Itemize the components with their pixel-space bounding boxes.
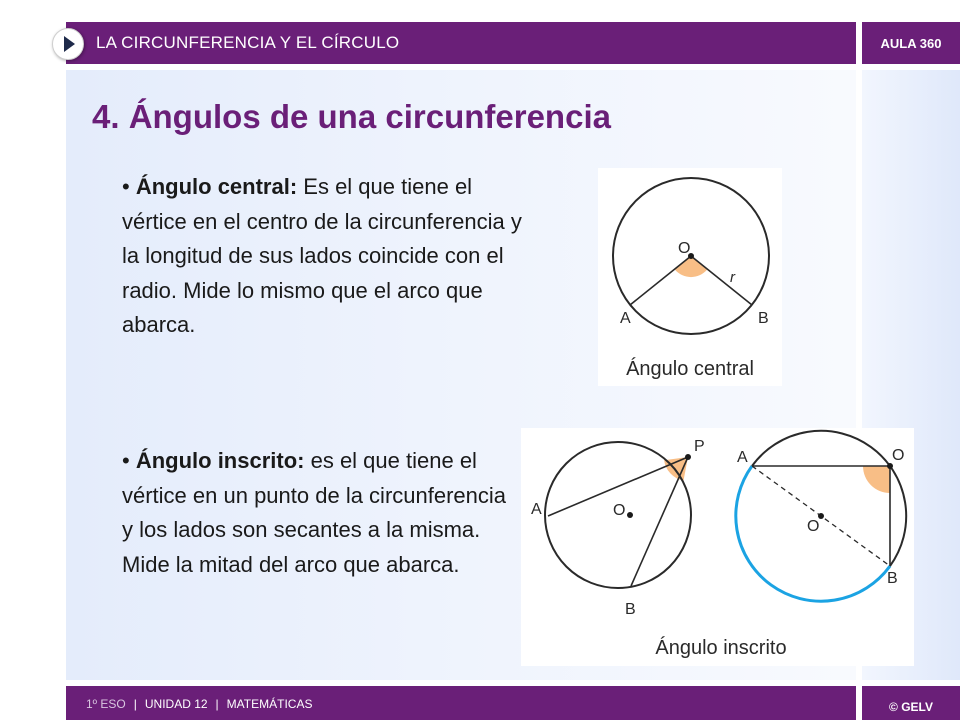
label-b: B: [758, 310, 769, 327]
label-o-left: O: [613, 502, 626, 519]
brand-label: AULA 360: [880, 36, 942, 51]
radius-ob: [691, 256, 752, 305]
inscribed-angle-paragraph: • Ángulo inscrito: es el que tiene el vértice en un punto de la circunferencia y los lados son secantes a la misma. Mide la mitad del arco que abarca.: [122, 448, 507, 577]
inscribed-angle-text: es el que tiene el vértice en un punto de la circunferencia y los lados son secantes a la misma. Mide la mitad del arco que abarca.: [122, 448, 507, 577]
inscribed-angle-figure: [521, 428, 914, 666]
footer-subject: MATEMÁTICAS: [226, 697, 313, 711]
footer-breadcrumb: [86, 697, 312, 711]
inscribed-angle-diagram: [521, 428, 914, 666]
header-title: LA CIRCUNFERENCIA Y EL CÍRCULO: [96, 33, 400, 52]
chord-pb: [631, 457, 688, 586]
footer-separator: |: [133, 697, 137, 711]
label-p: P: [694, 438, 705, 455]
central-angle-term: Ángulo central:: [135, 174, 298, 199]
inscribed-angle-term: Ángulo inscrito:: [135, 448, 305, 473]
label-o-vertex-right: O: [892, 447, 905, 464]
label-a-right: A: [737, 449, 748, 466]
label-b-left: B: [625, 601, 636, 618]
inscribed-caption: Ángulo inscrito: [655, 637, 787, 659]
vertex-point-p: [685, 454, 691, 460]
central-angle-figure: [598, 168, 782, 386]
label-a: A: [620, 310, 631, 327]
central-angle-text: Es el que tiene el vértice en el centro de la circunferencia y la longitud de sus lados coincide con el radio. Mide lo mismo que el arco que abarca.: [122, 174, 522, 337]
label-a-left: A: [531, 501, 542, 518]
label-b-right: B: [887, 570, 898, 587]
center-point-left: [627, 512, 633, 518]
central-angle-paragraph: • Ángulo central: Es el que tiene el vértice en el centro de la circunferencia y la longitud de sus lados coincide con el radio. Mide lo mismo que el arco que abarca.: [122, 174, 522, 337]
copyright-label: © GELV: [889, 700, 933, 714]
central-angle-fill: [675, 256, 708, 277]
page-title: 4. Ángulos de una circunferencia: [92, 98, 611, 135]
label-r: r: [730, 269, 735, 286]
radius-oa: [630, 256, 691, 305]
central-caption: Ángulo central: [626, 358, 754, 380]
footer-unit: UNIDAD 12: [144, 697, 208, 711]
label-o-center-right: O: [807, 518, 820, 535]
footer-separator: |: [215, 697, 219, 711]
central-angle-diagram: [598, 168, 782, 386]
play-icon[interactable]: [52, 28, 84, 60]
right-angle-fill: [863, 466, 890, 493]
footer-course: 1º ESO: [86, 697, 126, 711]
label-center-o: O: [678, 240, 691, 257]
inscribed-circle-right: [752, 431, 906, 566]
